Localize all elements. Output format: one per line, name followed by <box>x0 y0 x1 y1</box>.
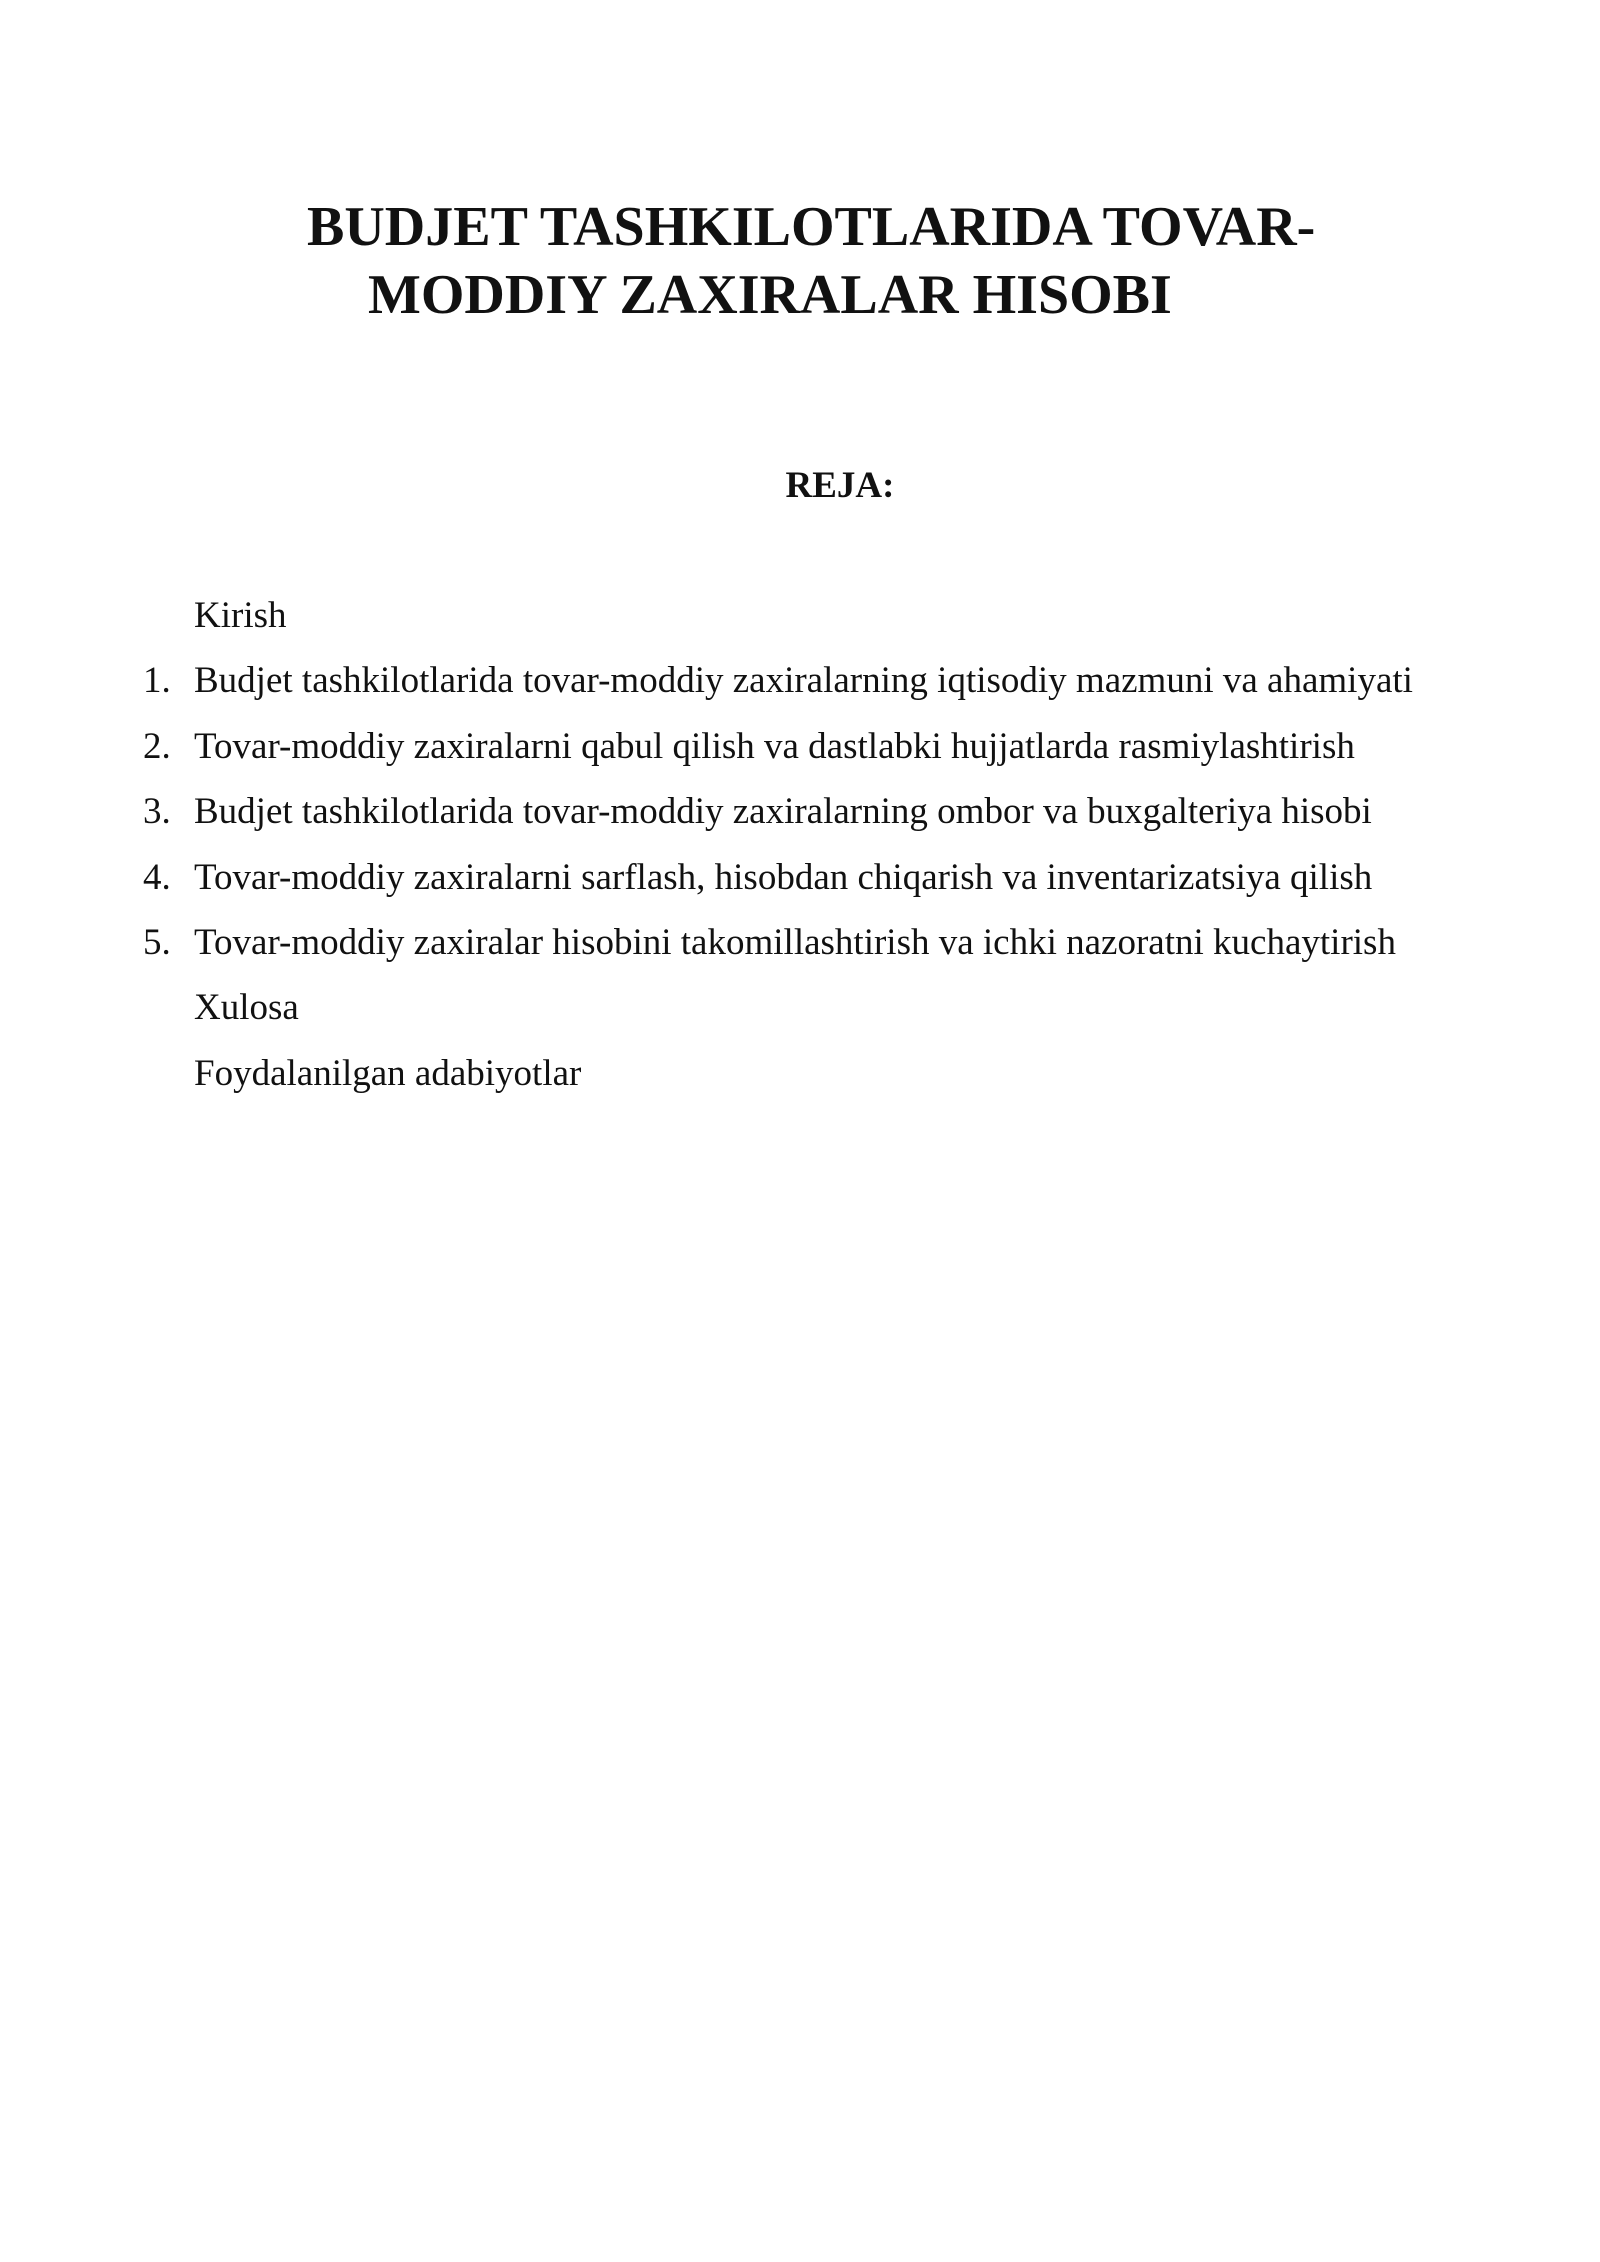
plan-item-introduction <box>0 591 1600 656</box>
document-title-line-2: MODDIY ZAXIRALAR HISOBI <box>368 264 1172 326</box>
plan-item-text: Tovar-moddiy zaxiralar hisobini takomillashtirish va ichki nazoratni kuchaytirish <box>194 921 1396 963</box>
plan-item-text: Budjet tashkilotlarida tovar-moddiy zaxiralarning iqtisodiy mazmuni va ahamiyati <box>194 660 1413 702</box>
plan-item-4 <box>0 853 1600 918</box>
plan-item-text: Foydalanilgan adabiyotlar <box>194 1052 582 1094</box>
plan-list <box>0 591 1600 1114</box>
plan-item-1 <box>0 656 1600 721</box>
plan-item-number: 4. <box>143 856 171 898</box>
plan-item-number: 3. <box>143 791 171 833</box>
plan-item-number: 1. <box>143 660 171 702</box>
plan-item-text: Tovar-moddiy zaxiralarni qabul qilish va dastlabki hujjatlarda rasmiylashtirish <box>194 725 1355 767</box>
plan-item-5 <box>0 918 1600 983</box>
plan-item-3 <box>0 787 1600 852</box>
plan-item-references <box>0 1049 1600 1114</box>
plan-item-text: Kirish <box>194 595 287 636</box>
plan-item-number: 5. <box>143 921 171 963</box>
plan-item-text: Xulosa <box>194 987 299 1029</box>
plan-item-2 <box>0 722 1600 787</box>
plan-item-text: Tovar-moddiy zaxiralarni sarflash, hisobdan chiqarish va inventarizatsiya qilish <box>194 856 1373 898</box>
plan-item-number: 2. <box>143 725 171 767</box>
plan-item-text: Budjet tashkilotlarida tovar-moddiy zaxiralarning ombor va buxgalteriya hisobi <box>194 791 1372 833</box>
document-title-line-1: BUDJET TASHKILOTLARIDA TOVAR- <box>307 196 1316 258</box>
plan-heading: REJA: <box>785 465 895 506</box>
plan-item-conclusion <box>0 983 1600 1048</box>
